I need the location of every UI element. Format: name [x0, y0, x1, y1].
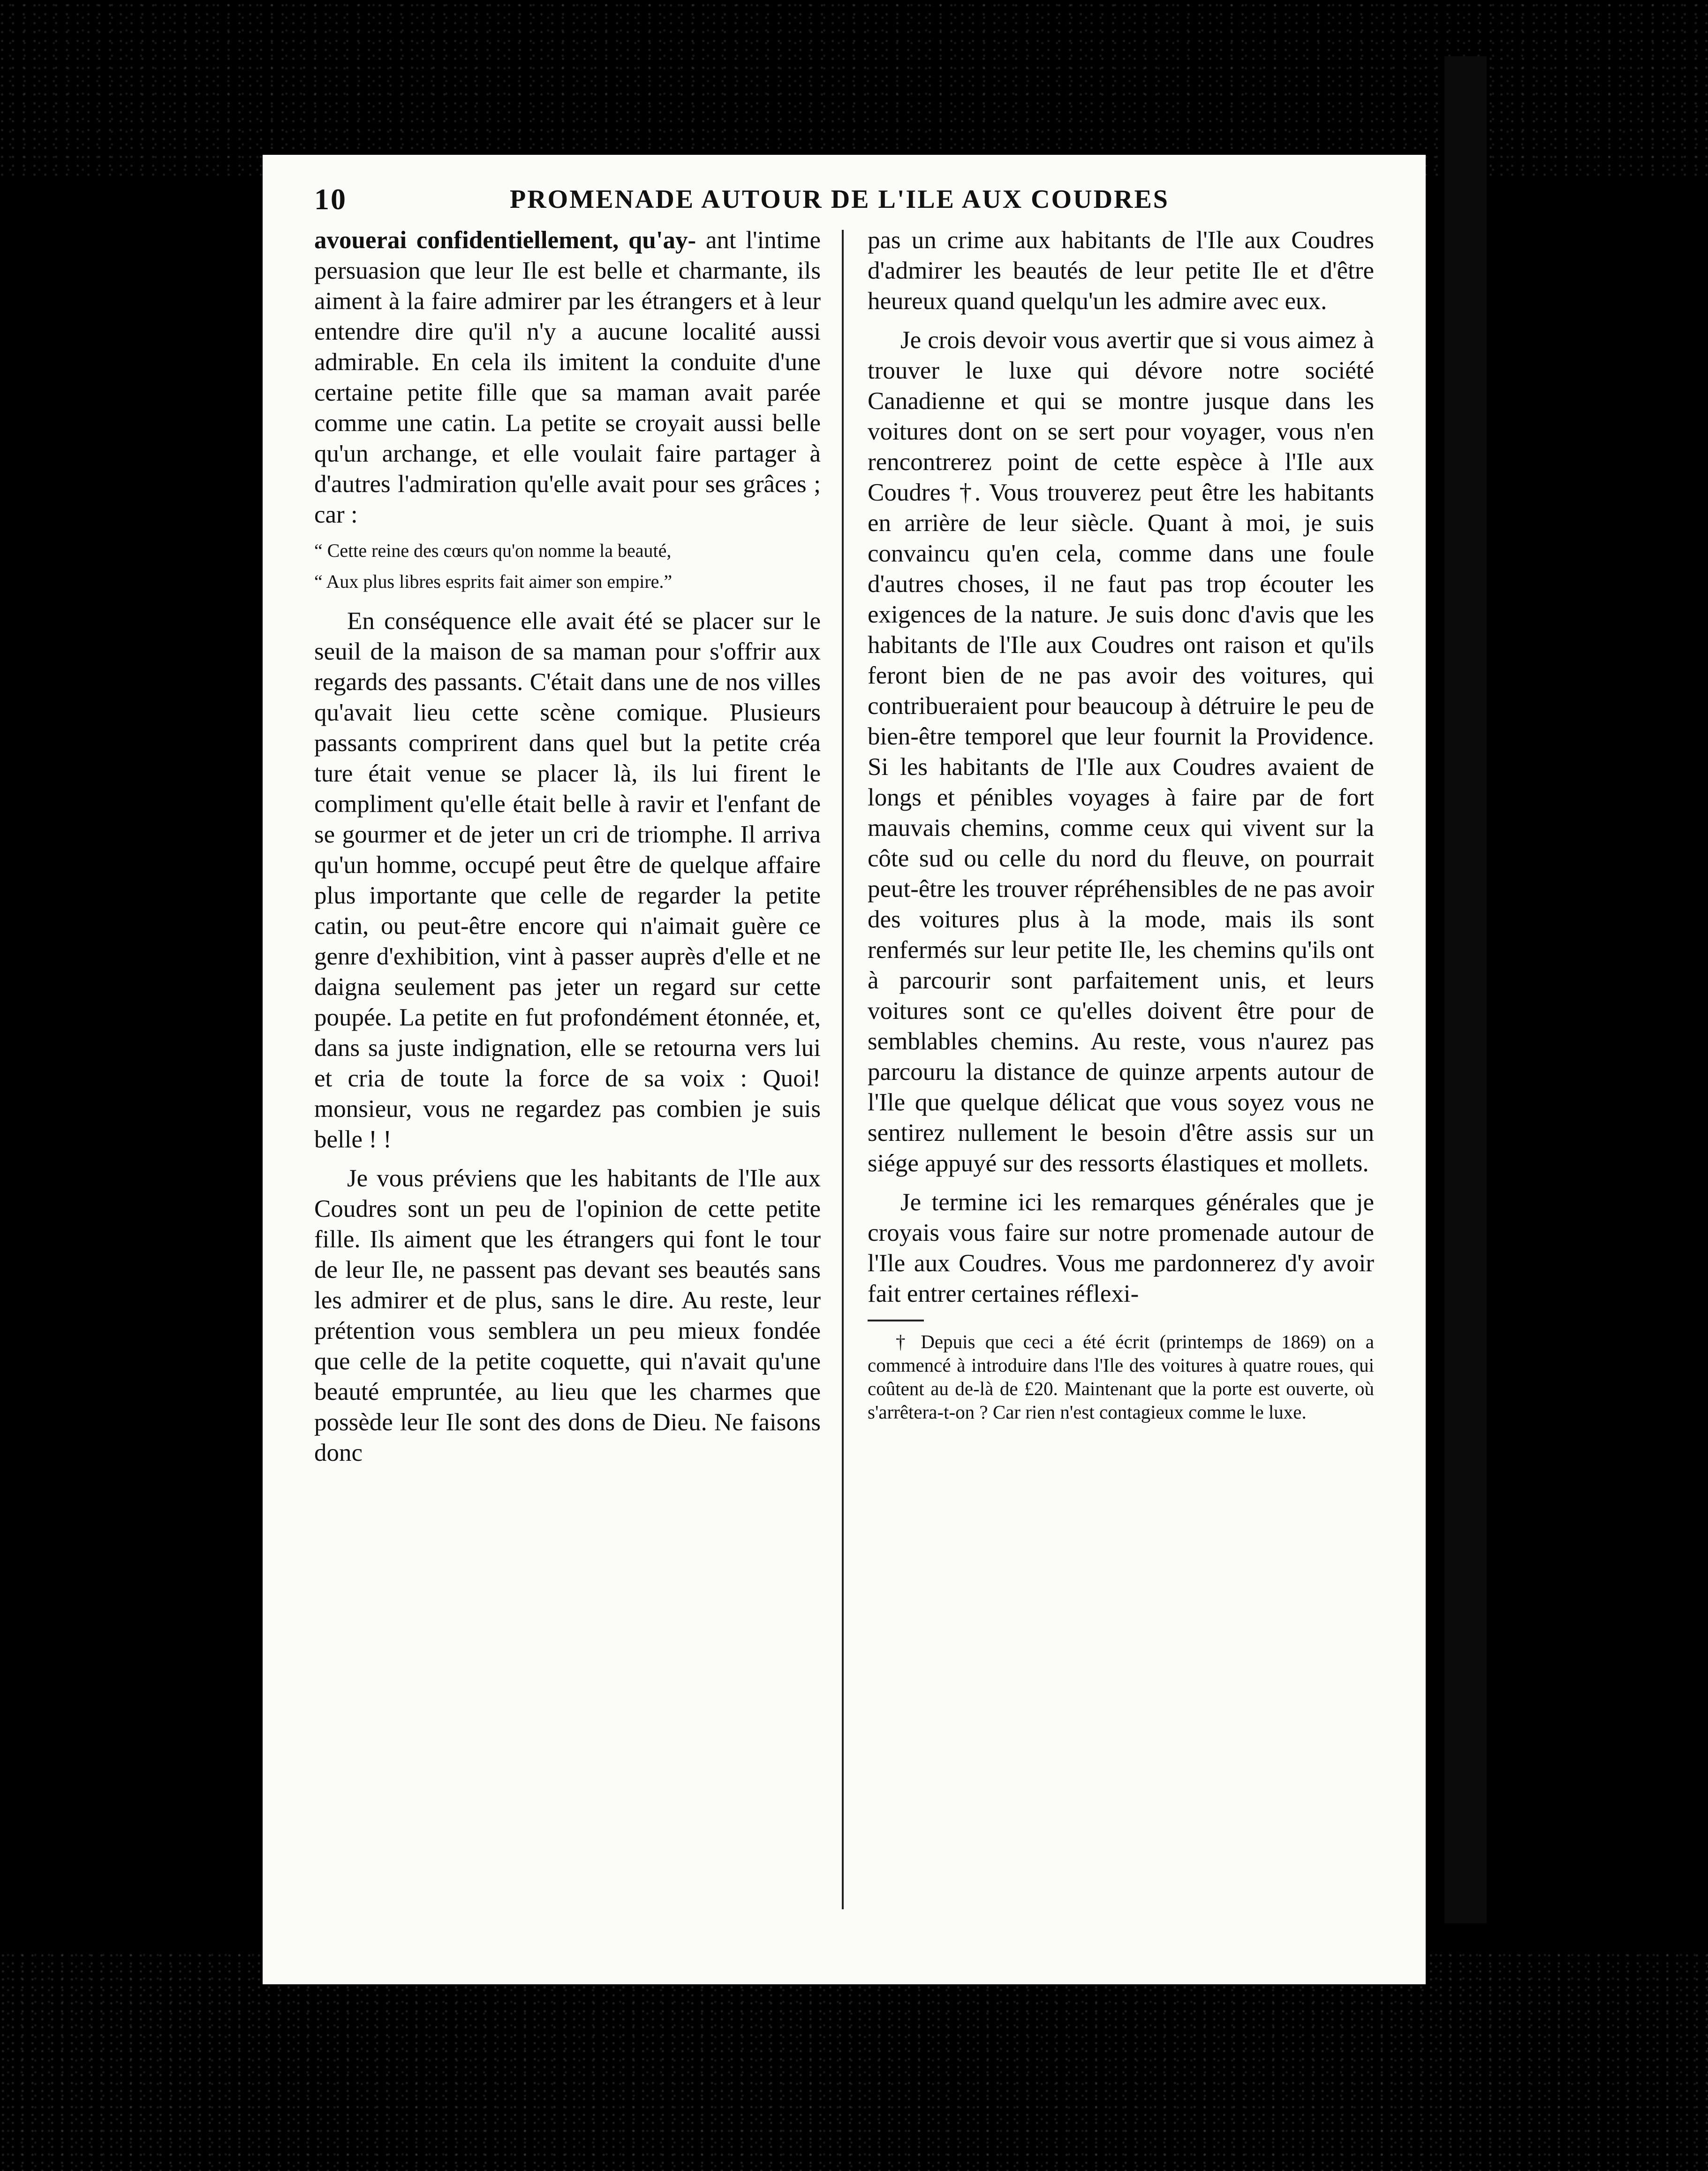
page-number: 10	[314, 182, 347, 216]
scan-border-bottom	[0, 1951, 1708, 2171]
left-paragraph-1-lead: avouerai confidentiellement, qu'ay-	[314, 227, 696, 254]
verse-line-2: “ Aux plus libres esprits fait aimer son empire.”	[314, 571, 673, 592]
left-column	[314, 225, 821, 1914]
right-paragraph-1: pas un crime aux habitants de l'Ile aux Coudres d'admirer les beautés de leur petite Ile et d'être heureux quand quelqu'un les admire avec eux.	[868, 227, 1374, 315]
left-paragraph-1	[314, 225, 821, 530]
left-paragraph-1-text: ant l'intime persuasion que leur Ile est belle et charmante, ils aiment à la faire admirer par les étrangers et à leur entendre dire qu'il n'y a aucune localité aussi admirable. En cela ils imitent la conduite d'une certaine petite fille que sa maman avait parée comme une catin. La petite se croyait aussi belle qu'un archange, et elle voulait faire partager à d'autres l'admiration qu'elle avait pour ses grâces ; car :	[314, 227, 821, 528]
right-paragraph-2: Je crois devoir vous avertir que si vous aimez à trouver le luxe qui dévore notre société Canadienne et qui se montre jusque dans les voitures dont on se sert pour voyager, vous n'en rencontrerez point de cette espèce à l'Ile aux Coudres †. Vous trouverez peut être les habitants en arrière de leur siècle. Quant à moi, je suis convaincu qu'en cela, comme dans une foule d'autres choses, il ne faut pas trop écouter les exigences de la nature. Je suis donc d'avis que les habitants de l'Ile aux Coudres ont raison et qu'ils feront bien de ne pas avoir des voitures, qui contribueraient pour beaucoup à détruire le peu de bien-être temporel que leur fournit la Providence. Si les habitants de l'Ile aux Coudres avaient de longs et pénibles voyages à faire par de fort mauvais chemins, comme ceux qui vivent sur la côte sud ou celle du nord du fleuve, on pourrait peut-être les trouver répréhensibles de ne pas avoir des voitures plus à la mode, mais ils sont renfermés sur leur petite Ile, les chemins qu'ils ont à parcourir sont parfaitement unis, et leurs voitures sont ce qu'elles doivent être pour de semblables chemins. Au reste, vous n'aurez pas parcouru la distance de quinze arpents autour de l'Ile que quelque délicat que vous soyez vous ne sentirez nullement le besoin d'être assis sur un siége appuyé sur des ressorts élastiques et mollets.	[868, 326, 1374, 1177]
right-paragraph-3: Je termine ici les remarques générales que je croyais vous faire sur notre promenade autour de l'Ile aux Coudres. Vous me pardonnerez d'y avoir fait entrer certaines réflexi-	[868, 1189, 1374, 1307]
verse-line-1: “ Cette reine des cœurs qu'on nomme la beauté,	[314, 540, 672, 561]
verse-quote	[314, 539, 821, 594]
footnote: † Depuis que ceci a été écrit (printemps de 1869) on a commencé à introduire dans l'Ile des voitures à quatre roues, qui coûtent au de-là de £20. Maintenant que la porte est ouverte, où s'arrêtera-t-on ? Car rien n'est contagieux comme le luxe.	[868, 1331, 1374, 1423]
right-column	[868, 225, 1374, 1914]
scan-page-edge	[1444, 56, 1487, 1923]
text-columns	[314, 225, 1374, 1914]
left-paragraph-3: Je vous préviens que les habitants de l'Ile aux Coudres sont un peu de l'opinion de cette petite fille. Ils aiment que les étrangers qui font le tour de leur Ile, ne passent pas devant ses beautés sans les admirer et de plus, sans le dire. Au reste, leur prétention vous semblera un peu mieux fondée que celle de la petite coquette, qui n'avait qu'une beauté empruntée, au lieu que les charmes que possède leur Ile sont des dons de Dieu. Ne faisons donc	[314, 1165, 821, 1466]
column-divider	[842, 230, 844, 1909]
book-page	[263, 155, 1426, 1984]
running-header	[314, 178, 1374, 220]
left-paragraph-2: En conséquence elle avait été se placer sur le seuil de la maison de sa maman pour s'offrir aux regards des passants. C'était dans une de nos villes qu'avait lieu cette scène comique. Plusieurs passants comprirent dans quel but la petite créa ture était venue se placer là, ils lui firent le compliment qu'elle était belle à ravir et l'enfant de se gourmer et de jeter un cri de triomphe. Il arriva qu'un homme, occupé peut être de quelque affaire plus importante que celle de regarder la petite catin, ou peut-être encore qui n'aimait guère ce genre d'exhibition, vint à passer auprès d'elle et ne daigna seulement pas jeter un regard sur cette poupée. La petite en fut profondément étonnée, et, dans sa juste indignation, elle se retourna vers lui et cria de toute la force de sa voix : Quoi! monsieur, vous ne regardez pas combien je suis belle ! !	[314, 607, 821, 1153]
footnote-rule	[868, 1320, 924, 1321]
running-title: PROMENADE AUTOUR DE L'ILE AUX COUDRES	[510, 185, 1169, 214]
